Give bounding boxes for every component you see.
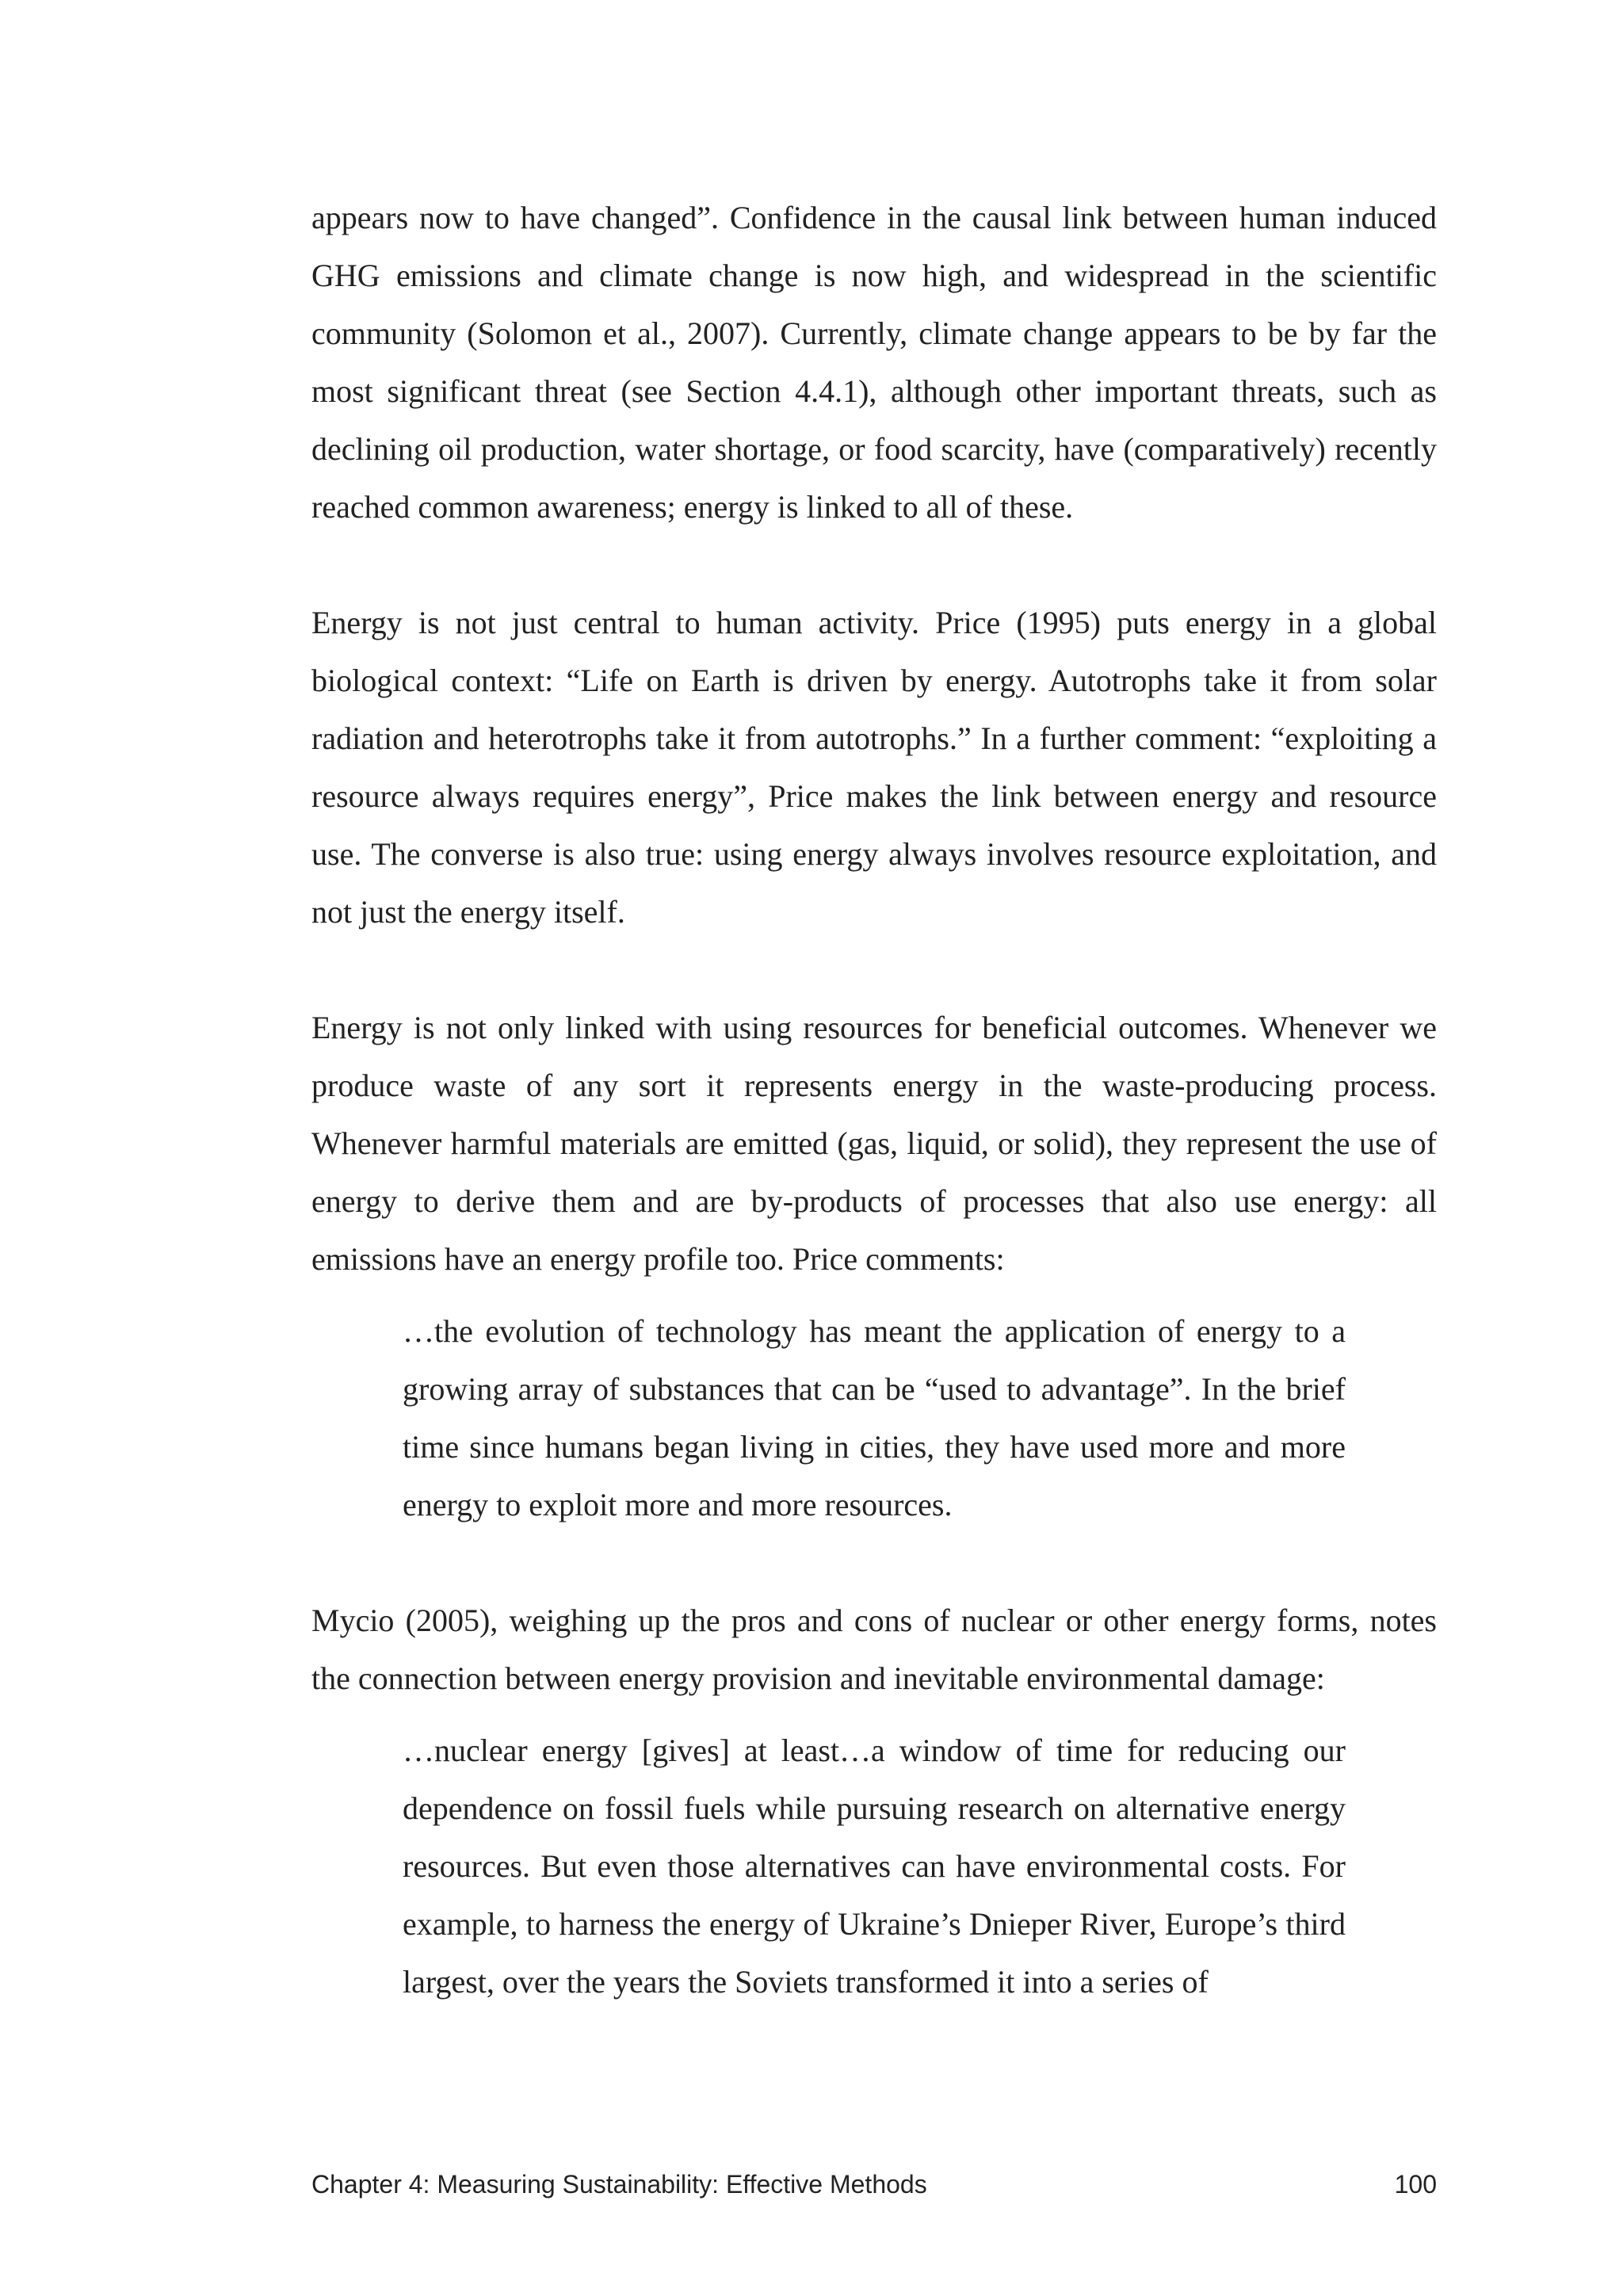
body-text [311, 189, 1437, 2011]
block-quote-mycio: …nuclear energy [gives] at least…a window of time for reducing our dependence on fossil fuels while pursuing research on alternative energy resources. But even those alternatives can have environmental costs. For example, to harness the energy of Ukraine’s Dnieper River, Europe’s third largest, over the years the Soviets transformed it into a series of [403, 1733, 1346, 2000]
footer-chapter-title: Chapter 4: Measuring Sustainability: Effective Methods [311, 2170, 927, 2199]
block-quote-price: …the evolution of technology has meant the application of energy to a growing array of substances that can be “used to advantage”. In the brief time since humans began living in cities, they have used more and more energy to exploit more and more resources. [403, 1313, 1346, 1522]
page-footer [311, 2170, 1437, 2210]
paragraph-mycio: Mycio (2005), weighing up the pros and cons of nuclear or other energy forms, notes the connection between energy provision and inevitable environmental damage: [311, 1603, 1437, 1696]
paragraph-energy-waste: Energy is not only linked with using resources for beneficial outcomes. Whenever we produce waste of any sort it represents energy in the waste-producing process. Whenever harmful materials are emitted (gas, liquid, or solid), they represent the use of energy to derive them and are by-products of processes that also use energy: all emissions have an energy profile too. Price comments: [311, 1010, 1437, 1277]
paragraph-climate-threat: appears now to have changed”. Confidence in the causal link between human induced GHG emissions and climate change is now high, and widespread in the scientific community (Solomon et al., 2007). Currently, climate change appears to be by far the most significant threat (see Section 4.4.1), although other important threats, such as declining oil production, water shortage, or food scarcity, have (comparatively) recently reached common awareness; energy is linked to all of these. [311, 200, 1437, 525]
footer-page-number: 100 [1394, 2170, 1437, 2199]
paragraph-energy-biological-context: Energy is not just central to human activity. Price (1995) puts energy in a global biological context: “Life on Earth is driven by energy. Autotrophs take it from solar radiation and heterotrophs take it from autotrophs.” In a further comment: “exploiting a resource always requires energy”, Price makes the link between energy and resource use. The converse is also true: using energy always involves resource exploitation, and not just the energy itself. [311, 605, 1437, 930]
